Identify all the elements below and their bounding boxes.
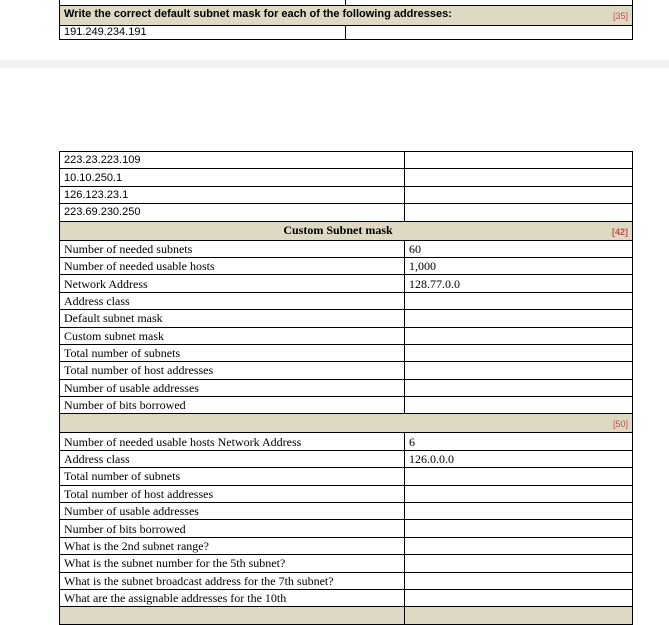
default-mask-table xyxy=(59,0,633,40)
question-label: Number of bits borrowed xyxy=(60,397,405,414)
subnet-worksheet-table xyxy=(59,151,633,625)
answer-cell[interactable]: 128.77.0.0 xyxy=(405,275,633,292)
answer-cell[interactable] xyxy=(405,344,633,361)
answer-cell[interactable] xyxy=(405,485,633,502)
question-label: Total number of host addresses xyxy=(60,362,405,379)
answer-cell[interactable] xyxy=(405,503,633,520)
answer-cell[interactable] xyxy=(405,468,633,485)
answer-cell[interactable] xyxy=(405,204,633,221)
address-cell: 223.69.230.250 xyxy=(60,204,405,221)
answer-cell[interactable] xyxy=(405,379,633,396)
answer-cell[interactable]: 60 xyxy=(405,240,633,257)
answer-cell[interactable] xyxy=(405,397,633,414)
answer-cell[interactable] xyxy=(405,555,633,572)
answer-cell[interactable] xyxy=(405,327,633,344)
question-label: What is the subnet broadcast address for the 7th subnet? xyxy=(60,572,405,589)
footer-fill-cell xyxy=(60,607,405,624)
question-label: Total number of subnets xyxy=(60,344,405,361)
answer-cell[interactable] xyxy=(405,310,633,327)
custom-section-title: Custom Subnet mask xyxy=(283,222,393,237)
default-mask-heading-row xyxy=(60,6,633,26)
address-cell: 191.249.234.191 xyxy=(60,26,346,40)
address-cell: 10.10.250.1 xyxy=(60,169,405,186)
answer-cell[interactable] xyxy=(405,292,633,309)
answer-cell[interactable] xyxy=(405,572,633,589)
address-cell: 126.123.23.1 xyxy=(60,186,405,203)
question-label: Number of needed usable hosts Network Address xyxy=(60,433,405,450)
question-label: What is the subnet number for the 5th subnet? xyxy=(60,555,405,572)
answer-cell[interactable] xyxy=(405,520,633,537)
question-label: Address class xyxy=(60,450,405,467)
question-label: Total number of subnets xyxy=(60,468,405,485)
answer-cell[interactable] xyxy=(405,169,633,186)
question-label: Number of usable addresses xyxy=(60,379,405,396)
second-section-header xyxy=(60,414,633,433)
answer-cell[interactable] xyxy=(405,186,633,203)
question-label: Default subnet mask xyxy=(60,310,405,327)
question-label: What is the 2nd subnet range? xyxy=(60,537,405,554)
question-label: Address class xyxy=(60,292,405,309)
answer-cell[interactable]: 1,000 xyxy=(405,257,633,274)
custom-section-header xyxy=(60,221,633,240)
page-gap xyxy=(0,60,669,68)
question-label: Number of needed subnets xyxy=(60,240,405,257)
question-label: What are the assignable addresses for the 10th xyxy=(60,589,405,606)
answer-cell[interactable]: 126.0.0.0 xyxy=(405,450,633,467)
answer-cell[interactable] xyxy=(405,537,633,554)
answer-cell[interactable] xyxy=(346,26,633,40)
question-label: Number of usable addresses xyxy=(60,503,405,520)
address-cell: 223.23.223.109 xyxy=(60,152,405,169)
question-label: Number of bits borrowed xyxy=(60,520,405,537)
question-label: Custom subnet mask xyxy=(60,327,405,344)
answer-cell[interactable] xyxy=(405,152,633,169)
footer-fill-cell xyxy=(405,607,633,624)
default-mask-points: [35] xyxy=(612,11,628,21)
second-section-points: [50] xyxy=(612,419,628,430)
custom-section-points: [42] xyxy=(611,226,628,237)
answer-cell[interactable] xyxy=(405,362,633,379)
question-label: Total number of host addresses xyxy=(60,485,405,502)
answer-cell[interactable]: 6 xyxy=(405,433,633,450)
default-mask-heading: Write the correct default subnet mask for each of the following addresses: xyxy=(64,8,452,20)
question-label: Number of needed usable hosts xyxy=(60,257,405,274)
question-label: Network Address xyxy=(60,275,405,292)
answer-cell[interactable] xyxy=(405,589,633,606)
